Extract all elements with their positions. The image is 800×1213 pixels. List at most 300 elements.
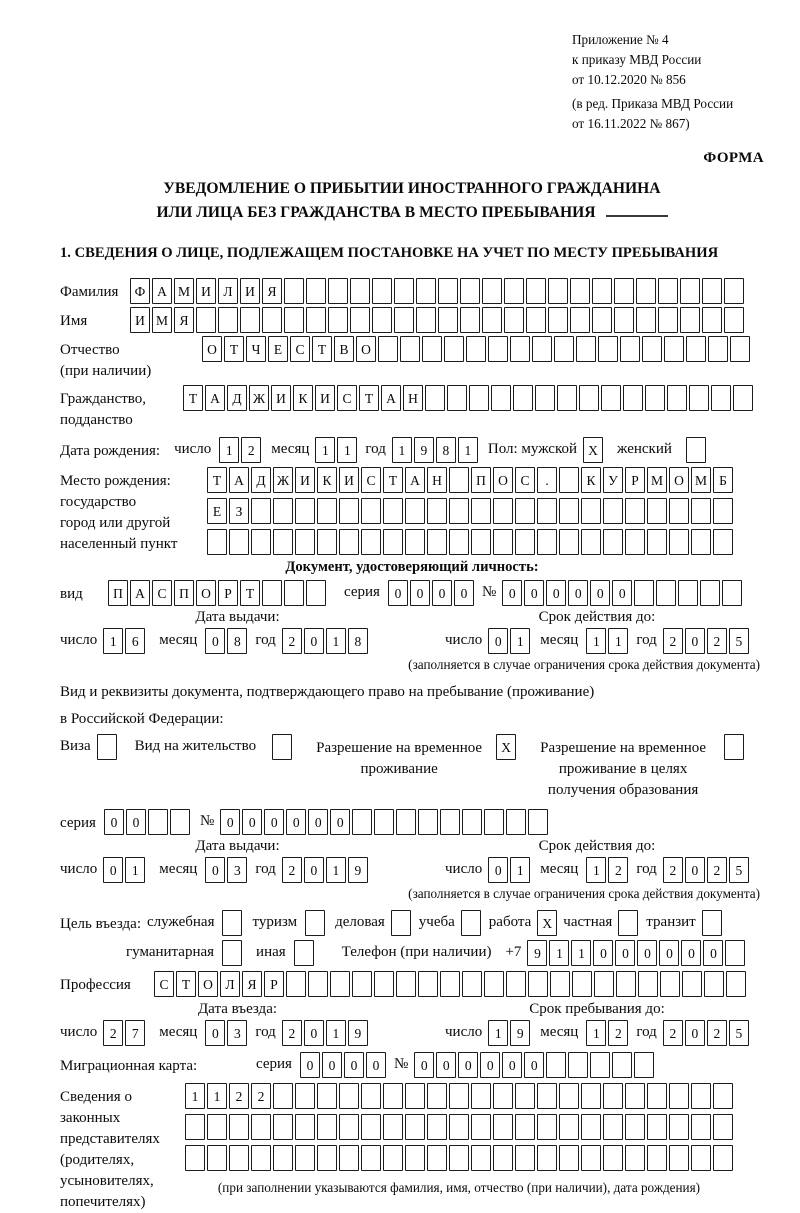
- char-cell[interactable]: [273, 1145, 293, 1171]
- char-cell[interactable]: [506, 809, 526, 835]
- char-cell[interactable]: Р: [264, 971, 284, 997]
- char-cell[interactable]: [440, 971, 460, 997]
- char-cell[interactable]: [491, 385, 511, 411]
- char-cell[interactable]: 0: [304, 1020, 324, 1046]
- char-cell[interactable]: [568, 1052, 588, 1078]
- char-cell[interactable]: [405, 1114, 425, 1140]
- char-cell[interactable]: [634, 1052, 654, 1078]
- purpose-tourism-checkbox[interactable]: [305, 910, 325, 936]
- char-cell[interactable]: 9: [510, 1020, 530, 1046]
- char-cell[interactable]: [383, 1114, 403, 1140]
- char-cell[interactable]: [572, 971, 592, 997]
- char-cell[interactable]: [374, 809, 394, 835]
- char-cell[interactable]: [504, 307, 524, 333]
- char-cell[interactable]: 0: [685, 628, 705, 654]
- char-cell[interactable]: 2: [229, 1083, 249, 1109]
- char-cell[interactable]: [590, 1052, 610, 1078]
- char-cell[interactable]: [400, 336, 420, 362]
- char-cell[interactable]: [262, 580, 282, 606]
- char-cell[interactable]: [383, 1145, 403, 1171]
- char-cell[interactable]: 0: [502, 1052, 522, 1078]
- char-cell[interactable]: [700, 580, 720, 606]
- char-cell[interactable]: З: [229, 498, 249, 524]
- char-cell[interactable]: [317, 529, 337, 555]
- char-cell[interactable]: [394, 278, 414, 304]
- char-cell[interactable]: 0: [366, 1052, 386, 1078]
- char-cell[interactable]: [678, 580, 698, 606]
- char-cell[interactable]: [647, 1083, 667, 1109]
- char-cell[interactable]: [537, 529, 557, 555]
- char-cell[interactable]: 1: [326, 628, 346, 654]
- char-cell[interactable]: 5: [729, 628, 749, 654]
- char-cell[interactable]: [603, 1083, 623, 1109]
- char-cell[interactable]: 0: [637, 940, 657, 966]
- char-cell[interactable]: [625, 1114, 645, 1140]
- char-cell[interactable]: [425, 385, 445, 411]
- char-cell[interactable]: [620, 336, 640, 362]
- purpose-commercial-checkbox[interactable]: [391, 910, 411, 936]
- char-cell[interactable]: [722, 580, 742, 606]
- char-cell[interactable]: [559, 1083, 579, 1109]
- char-cell[interactable]: [361, 529, 381, 555]
- char-cell[interactable]: [625, 1083, 645, 1109]
- char-cell[interactable]: [625, 529, 645, 555]
- char-cell[interactable]: .: [537, 467, 557, 493]
- char-cell[interactable]: [440, 809, 460, 835]
- char-cell[interactable]: [554, 336, 574, 362]
- char-cell[interactable]: [711, 385, 731, 411]
- char-cell[interactable]: 0: [454, 580, 474, 606]
- char-cell[interactable]: [638, 971, 658, 997]
- char-cell[interactable]: 0: [388, 580, 408, 606]
- char-cell[interactable]: [704, 971, 724, 997]
- char-cell[interactable]: К: [317, 467, 337, 493]
- char-cell[interactable]: [559, 467, 579, 493]
- char-cell[interactable]: 0: [685, 857, 705, 883]
- char-cell[interactable]: [576, 336, 596, 362]
- char-cell[interactable]: Т: [183, 385, 203, 411]
- char-cell[interactable]: [466, 336, 486, 362]
- char-cell[interactable]: [361, 498, 381, 524]
- char-cell[interactable]: 2: [282, 1020, 302, 1046]
- char-cell[interactable]: [383, 1083, 403, 1109]
- char-cell[interactable]: Ж: [249, 385, 269, 411]
- char-cell[interactable]: [229, 529, 249, 555]
- char-cell[interactable]: [460, 307, 480, 333]
- char-cell[interactable]: 1: [326, 1020, 346, 1046]
- char-cell[interactable]: [488, 336, 508, 362]
- char-cell[interactable]: [559, 1145, 579, 1171]
- char-cell[interactable]: [471, 1083, 491, 1109]
- char-cell[interactable]: [702, 278, 722, 304]
- char-cell[interactable]: [207, 1114, 227, 1140]
- char-cell[interactable]: [713, 1114, 733, 1140]
- char-cell[interactable]: [482, 307, 502, 333]
- char-cell[interactable]: [284, 278, 304, 304]
- char-cell[interactable]: [462, 971, 482, 997]
- char-cell[interactable]: [730, 336, 750, 362]
- char-cell[interactable]: [229, 1145, 249, 1171]
- char-cell[interactable]: 0: [436, 1052, 456, 1078]
- char-cell[interactable]: [449, 498, 469, 524]
- char-cell[interactable]: [462, 809, 482, 835]
- char-cell[interactable]: [438, 307, 458, 333]
- char-cell[interactable]: 2: [241, 437, 261, 463]
- char-cell[interactable]: [634, 580, 654, 606]
- purpose-business-checkbox[interactable]: [222, 910, 242, 936]
- char-cell[interactable]: И: [339, 467, 359, 493]
- temp-residence-checkbox[interactable]: X: [496, 734, 516, 760]
- char-cell[interactable]: [396, 971, 416, 997]
- char-cell[interactable]: 3: [227, 857, 247, 883]
- char-cell[interactable]: 0: [681, 940, 701, 966]
- char-cell[interactable]: [702, 307, 722, 333]
- residence-permit-checkbox[interactable]: [272, 734, 292, 760]
- char-cell[interactable]: [691, 529, 711, 555]
- char-cell[interactable]: [251, 529, 271, 555]
- char-cell[interactable]: 8: [227, 628, 247, 654]
- char-cell[interactable]: 2: [707, 1020, 727, 1046]
- char-cell[interactable]: 2: [663, 628, 683, 654]
- char-cell[interactable]: [656, 580, 676, 606]
- char-cell[interactable]: [733, 385, 753, 411]
- char-cell[interactable]: [317, 1114, 337, 1140]
- char-cell[interactable]: 6: [125, 628, 145, 654]
- char-cell[interactable]: [625, 1145, 645, 1171]
- char-cell[interactable]: [667, 385, 687, 411]
- char-cell[interactable]: [471, 1114, 491, 1140]
- char-cell[interactable]: [724, 278, 744, 304]
- char-cell[interactable]: 0: [205, 628, 225, 654]
- char-cell[interactable]: [515, 1145, 535, 1171]
- char-cell[interactable]: 1: [549, 940, 569, 966]
- char-cell[interactable]: [427, 1083, 447, 1109]
- char-cell[interactable]: И: [240, 278, 260, 304]
- char-cell[interactable]: Л: [220, 971, 240, 997]
- char-cell[interactable]: 1: [510, 857, 530, 883]
- char-cell[interactable]: [339, 1083, 359, 1109]
- char-cell[interactable]: [725, 940, 745, 966]
- male-checkbox[interactable]: X: [583, 437, 603, 463]
- purpose-study-checkbox[interactable]: [461, 910, 481, 936]
- char-cell[interactable]: [581, 1114, 601, 1140]
- char-cell[interactable]: [361, 1083, 381, 1109]
- char-cell[interactable]: [416, 307, 436, 333]
- char-cell[interactable]: 0: [612, 580, 632, 606]
- char-cell[interactable]: [350, 278, 370, 304]
- char-cell[interactable]: Т: [312, 336, 332, 362]
- char-cell[interactable]: К: [293, 385, 313, 411]
- char-cell[interactable]: [240, 307, 260, 333]
- char-cell[interactable]: 0: [410, 580, 430, 606]
- char-cell[interactable]: [669, 1145, 689, 1171]
- char-cell[interactable]: 0: [568, 580, 588, 606]
- char-cell[interactable]: [669, 1083, 689, 1109]
- char-cell[interactable]: О: [196, 580, 216, 606]
- char-cell[interactable]: 1: [207, 1083, 227, 1109]
- char-cell[interactable]: [418, 971, 438, 997]
- char-cell[interactable]: 9: [348, 1020, 368, 1046]
- char-cell[interactable]: 0: [304, 628, 324, 654]
- char-cell[interactable]: [623, 385, 643, 411]
- char-cell[interactable]: [592, 307, 612, 333]
- char-cell[interactable]: [405, 1083, 425, 1109]
- char-cell[interactable]: 9: [348, 857, 368, 883]
- char-cell[interactable]: Ж: [273, 467, 293, 493]
- char-cell[interactable]: [339, 498, 359, 524]
- char-cell[interactable]: [284, 580, 304, 606]
- char-cell[interactable]: [471, 1145, 491, 1171]
- purpose-other-checkbox[interactable]: [294, 940, 314, 966]
- char-cell[interactable]: [207, 529, 227, 555]
- char-cell[interactable]: Б: [713, 467, 733, 493]
- female-checkbox[interactable]: [686, 437, 706, 463]
- char-cell[interactable]: [581, 529, 601, 555]
- char-cell[interactable]: [535, 385, 555, 411]
- char-cell[interactable]: 1: [103, 628, 123, 654]
- char-cell[interactable]: Я: [262, 278, 282, 304]
- char-cell[interactable]: [422, 336, 442, 362]
- char-cell[interactable]: [185, 1114, 205, 1140]
- char-cell[interactable]: [504, 278, 524, 304]
- char-cell[interactable]: Т: [359, 385, 379, 411]
- char-cell[interactable]: [680, 307, 700, 333]
- char-cell[interactable]: 0: [330, 809, 350, 835]
- char-cell[interactable]: [273, 498, 293, 524]
- char-cell[interactable]: [251, 498, 271, 524]
- char-cell[interactable]: [449, 1114, 469, 1140]
- visa-checkbox[interactable]: [97, 734, 117, 760]
- char-cell[interactable]: [592, 278, 612, 304]
- char-cell[interactable]: [427, 1114, 447, 1140]
- char-cell[interactable]: [339, 1145, 359, 1171]
- char-cell[interactable]: [306, 580, 326, 606]
- char-cell[interactable]: [361, 1114, 381, 1140]
- char-cell[interactable]: У: [603, 467, 623, 493]
- char-cell[interactable]: С: [337, 385, 357, 411]
- char-cell[interactable]: 3: [227, 1020, 247, 1046]
- char-cell[interactable]: [647, 498, 667, 524]
- char-cell[interactable]: 1: [185, 1083, 205, 1109]
- char-cell[interactable]: М: [691, 467, 711, 493]
- char-cell[interactable]: 0: [524, 580, 544, 606]
- char-cell[interactable]: [680, 278, 700, 304]
- char-cell[interactable]: [306, 307, 326, 333]
- char-cell[interactable]: [669, 1114, 689, 1140]
- purpose-private-checkbox[interactable]: [618, 910, 638, 936]
- char-cell[interactable]: [647, 1145, 667, 1171]
- char-cell[interactable]: [616, 971, 636, 997]
- char-cell[interactable]: [537, 1083, 557, 1109]
- char-cell[interactable]: А: [405, 467, 425, 493]
- char-cell[interactable]: [548, 278, 568, 304]
- char-cell[interactable]: [295, 1145, 315, 1171]
- char-cell[interactable]: 0: [480, 1052, 500, 1078]
- purpose-work-checkbox[interactable]: X: [537, 910, 557, 936]
- char-cell[interactable]: 7: [125, 1020, 145, 1046]
- char-cell[interactable]: [548, 307, 568, 333]
- char-cell[interactable]: 1: [392, 437, 412, 463]
- char-cell[interactable]: [603, 1145, 623, 1171]
- char-cell[interactable]: [513, 385, 533, 411]
- char-cell[interactable]: [148, 809, 168, 835]
- char-cell[interactable]: 0: [659, 940, 679, 966]
- char-cell[interactable]: 9: [527, 940, 547, 966]
- char-cell[interactable]: 0: [126, 809, 146, 835]
- char-cell[interactable]: П: [471, 467, 491, 493]
- char-cell[interactable]: С: [290, 336, 310, 362]
- char-cell[interactable]: 0: [703, 940, 723, 966]
- char-cell[interactable]: 1: [586, 857, 606, 883]
- char-cell[interactable]: Е: [268, 336, 288, 362]
- char-cell[interactable]: 0: [304, 857, 324, 883]
- char-cell[interactable]: [295, 1114, 315, 1140]
- char-cell[interactable]: 1: [458, 437, 478, 463]
- char-cell[interactable]: [418, 809, 438, 835]
- char-cell[interactable]: [396, 809, 416, 835]
- char-cell[interactable]: [394, 307, 414, 333]
- char-cell[interactable]: [660, 971, 680, 997]
- char-cell[interactable]: А: [205, 385, 225, 411]
- char-cell[interactable]: [352, 971, 372, 997]
- char-cell[interactable]: [625, 498, 645, 524]
- char-cell[interactable]: [581, 498, 601, 524]
- char-cell[interactable]: [449, 1083, 469, 1109]
- char-cell[interactable]: М: [174, 278, 194, 304]
- char-cell[interactable]: [532, 336, 552, 362]
- char-cell[interactable]: [713, 529, 733, 555]
- char-cell[interactable]: 0: [300, 1052, 320, 1078]
- char-cell[interactable]: Н: [427, 467, 447, 493]
- char-cell[interactable]: [636, 278, 656, 304]
- char-cell[interactable]: Д: [227, 385, 247, 411]
- char-cell[interactable]: А: [130, 580, 150, 606]
- char-cell[interactable]: 0: [615, 940, 635, 966]
- char-cell[interactable]: 2: [608, 1020, 628, 1046]
- char-cell[interactable]: [559, 1114, 579, 1140]
- char-cell[interactable]: [510, 336, 530, 362]
- char-cell[interactable]: И: [196, 278, 216, 304]
- char-cell[interactable]: М: [152, 307, 172, 333]
- char-cell[interactable]: [471, 498, 491, 524]
- char-cell[interactable]: [372, 278, 392, 304]
- char-cell[interactable]: [251, 1114, 271, 1140]
- char-cell[interactable]: И: [271, 385, 291, 411]
- char-cell[interactable]: 1: [571, 940, 591, 966]
- char-cell[interactable]: 0: [220, 809, 240, 835]
- char-cell[interactable]: 0: [546, 580, 566, 606]
- char-cell[interactable]: Ч: [246, 336, 266, 362]
- char-cell[interactable]: 0: [344, 1052, 364, 1078]
- char-cell[interactable]: [405, 529, 425, 555]
- char-cell[interactable]: [493, 1145, 513, 1171]
- char-cell[interactable]: И: [130, 307, 150, 333]
- char-cell[interactable]: [614, 278, 634, 304]
- temp-residence-education-checkbox[interactable]: [724, 734, 744, 760]
- char-cell[interactable]: [691, 1083, 711, 1109]
- char-cell[interactable]: Т: [207, 467, 227, 493]
- char-cell[interactable]: 0: [205, 857, 225, 883]
- char-cell[interactable]: [691, 1145, 711, 1171]
- char-cell[interactable]: И: [295, 467, 315, 493]
- char-cell[interactable]: С: [152, 580, 172, 606]
- char-cell[interactable]: [647, 529, 667, 555]
- char-cell[interactable]: [493, 529, 513, 555]
- char-cell[interactable]: [317, 1083, 337, 1109]
- char-cell[interactable]: 2: [103, 1020, 123, 1046]
- char-cell[interactable]: [642, 336, 662, 362]
- char-cell[interactable]: [273, 529, 293, 555]
- char-cell[interactable]: 0: [322, 1052, 342, 1078]
- char-cell[interactable]: [579, 385, 599, 411]
- char-cell[interactable]: 0: [685, 1020, 705, 1046]
- char-cell[interactable]: [636, 307, 656, 333]
- char-cell[interactable]: [196, 307, 216, 333]
- char-cell[interactable]: Е: [207, 498, 227, 524]
- char-cell[interactable]: [471, 529, 491, 555]
- char-cell[interactable]: О: [202, 336, 222, 362]
- char-cell[interactable]: 0: [308, 809, 328, 835]
- char-cell[interactable]: [601, 385, 621, 411]
- char-cell[interactable]: [339, 529, 359, 555]
- char-cell[interactable]: [546, 1052, 566, 1078]
- char-cell[interactable]: 1: [337, 437, 357, 463]
- char-cell[interactable]: 8: [436, 437, 456, 463]
- char-cell[interactable]: [537, 1114, 557, 1140]
- char-cell[interactable]: [603, 498, 623, 524]
- char-cell[interactable]: [493, 498, 513, 524]
- char-cell[interactable]: [612, 1052, 632, 1078]
- char-cell[interactable]: 1: [608, 628, 628, 654]
- char-cell[interactable]: 0: [458, 1052, 478, 1078]
- char-cell[interactable]: 0: [104, 809, 124, 835]
- char-cell[interactable]: [416, 278, 436, 304]
- char-cell[interactable]: [559, 498, 579, 524]
- char-cell[interactable]: [444, 336, 464, 362]
- char-cell[interactable]: Р: [625, 467, 645, 493]
- char-cell[interactable]: К: [581, 467, 601, 493]
- char-cell[interactable]: [493, 1114, 513, 1140]
- char-cell[interactable]: О: [669, 467, 689, 493]
- char-cell[interactable]: [614, 307, 634, 333]
- char-cell[interactable]: [603, 1114, 623, 1140]
- char-cell[interactable]: [691, 1114, 711, 1140]
- char-cell[interactable]: [691, 498, 711, 524]
- char-cell[interactable]: [484, 809, 504, 835]
- char-cell[interactable]: [284, 307, 304, 333]
- char-cell[interactable]: М: [647, 467, 667, 493]
- char-cell[interactable]: [493, 1083, 513, 1109]
- char-cell[interactable]: [438, 278, 458, 304]
- char-cell[interactable]: [251, 1145, 271, 1171]
- char-cell[interactable]: 1: [510, 628, 530, 654]
- char-cell[interactable]: [713, 498, 733, 524]
- char-cell[interactable]: [405, 498, 425, 524]
- char-cell[interactable]: Т: [240, 580, 260, 606]
- char-cell[interactable]: [350, 307, 370, 333]
- char-cell[interactable]: [515, 498, 535, 524]
- char-cell[interactable]: [664, 336, 684, 362]
- char-cell[interactable]: 2: [282, 857, 302, 883]
- char-cell[interactable]: 0: [488, 857, 508, 883]
- char-cell[interactable]: [317, 1145, 337, 1171]
- char-cell[interactable]: 0: [488, 628, 508, 654]
- char-cell[interactable]: [515, 1083, 535, 1109]
- char-cell[interactable]: О: [356, 336, 376, 362]
- char-cell[interactable]: П: [108, 580, 128, 606]
- char-cell[interactable]: А: [152, 278, 172, 304]
- char-cell[interactable]: Т: [176, 971, 196, 997]
